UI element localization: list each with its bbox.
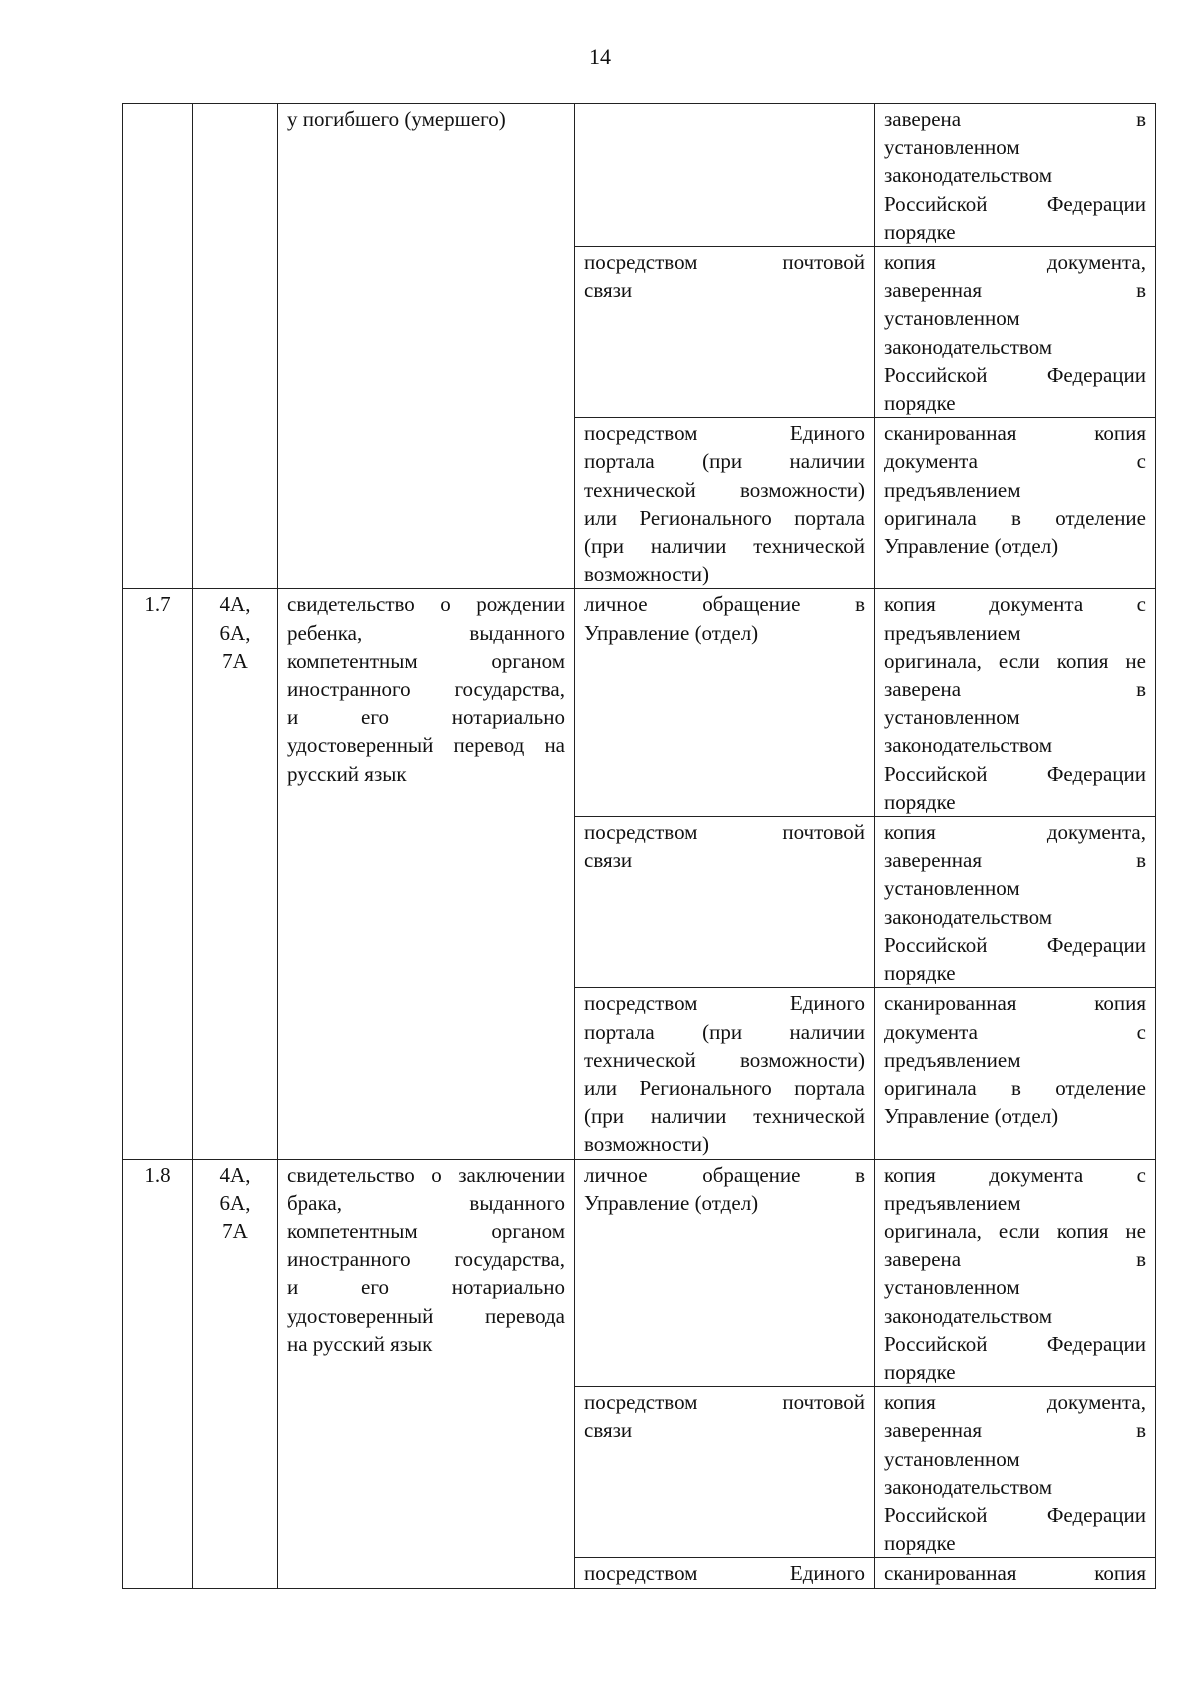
form-line: заверена в [884,107,1146,131]
method-line: личное обращение в [584,592,865,617]
submission-method-cell [575,988,875,1159]
method-line: портала (при наличии [584,1019,865,1044]
form-line: законодательством [884,334,1053,359]
form-line: порядке [884,1359,956,1384]
form-line: порядке [884,1531,956,1556]
submission-method-cell [575,817,875,988]
form-line: сканированная копия [884,1561,1146,1586]
form-line: оригинала, если копия не [884,1218,1146,1243]
document-line: и его нотариально [287,705,565,730]
submission-method-cell [575,104,875,247]
form-line: оригинала в отделение [884,505,1146,530]
document-line: и его нотариально [287,1275,565,1300]
row-code: 6А, [219,1190,251,1215]
method-line: возможности) [584,562,710,587]
method-line: (при наличии технической [584,534,865,559]
submission-method-cell [575,418,875,589]
form-line: оригинала в отделение [884,1075,1146,1100]
form-line: установленном [884,306,1020,331]
method-line: личное обращение в [584,1162,865,1187]
row-codes-cell [193,104,278,589]
document-line: иностранного государства, [287,677,565,702]
method-line: возможности) [584,1132,710,1157]
document-form-cell [875,589,1156,817]
document-line: брака, выданного [287,1190,565,1215]
document-line: ребенка, выданного [287,620,565,645]
row-code: 4А, [219,1162,251,1187]
form-line: копия документа, [884,250,1146,275]
method-line: связи [584,278,633,303]
submission-method-cell [575,1387,875,1558]
form-line: сканированная копия [884,991,1146,1016]
form-line: копия документа, [884,820,1146,845]
services-table [122,103,1156,1589]
form-line: установленном [884,1446,1020,1471]
document-line: компетентным органом [287,648,565,673]
table-row [123,1159,1156,1387]
method-line: Управление (отдел) [584,620,759,645]
form-line: предъявлением [884,1047,1021,1072]
document-form-cell [875,988,1156,1159]
page-number: 14 [589,44,611,69]
document-line: свидетельство о заключении [287,1162,565,1187]
form-line: предъявлением [884,477,1021,502]
form-line: установленном [884,135,1020,160]
form-line: Управление (отдел) [884,1104,1059,1129]
row-codes-cell [193,589,278,1159]
document-name-cell [278,589,575,1159]
form-line: заверенная в [884,278,1146,303]
document-line: удостоверенный перевод на [287,733,565,758]
submission-method-cell [575,247,875,418]
form-line: Российской Федерации [884,761,1146,786]
form-line: законодательством [884,1303,1053,1328]
method-line: или Регионального портала [584,1075,865,1100]
method-line: связи [584,848,633,873]
form-line: заверена в [884,1247,1146,1272]
form-line: заверенная в [884,848,1146,873]
form-line: заверена в [884,677,1146,702]
form-line: Российской Федерации [884,191,1146,216]
document-form-cell [875,1159,1156,1387]
document-form-cell [875,817,1156,988]
form-line: порядке [884,219,956,244]
form-line: порядке [884,961,956,986]
submission-method-cell [575,589,875,817]
row-code: 6А, [219,620,251,645]
method-line: посредством почтовой [584,820,865,845]
form-line: копия документа, [884,1390,1146,1415]
document-line: на русский язык [287,1331,433,1356]
document-line: удостоверенный перевода [287,1303,565,1328]
document-name-cell [278,1159,575,1588]
form-line: законодательством [884,163,1053,188]
submission-method-cell [575,1558,875,1588]
row-code: 4А, [219,592,251,617]
method-line: технической возможности) [584,477,865,502]
form-line: копия документа с [884,592,1146,617]
row-code: 7А [222,1218,248,1243]
form-line: законодательством [884,1474,1053,1499]
form-line: предъявлением [884,1190,1021,1215]
method-line: посредством Единого [584,421,865,446]
row-number-cell [123,104,193,589]
method-line: посредством почтовой [584,250,865,275]
form-line: законодательством [884,904,1053,929]
row-number: 1.8 [144,1162,171,1187]
form-line: Российской Федерации [884,1502,1146,1527]
method-line: Управление (отдел) [584,1190,759,1215]
document-form-cell [875,1387,1156,1558]
document-line: русский язык [287,761,407,786]
form-line: установленном [884,705,1020,730]
submission-method-cell [575,1159,875,1387]
document-line: иностранного государства, [287,1247,565,1272]
form-line: предъявлением [884,620,1021,645]
method-line: (при наличии технической [584,1104,865,1129]
form-line: документа с [884,1019,1146,1044]
row-number: 1.7 [144,592,171,617]
form-line: установленном [884,876,1020,901]
method-line: посредством Единого [584,1561,865,1586]
method-line: связи [584,1418,633,1443]
form-line: Управление (отдел) [884,534,1059,559]
row-code: 7А [222,648,248,673]
form-line: установленном [884,1275,1020,1300]
document-name-line: у погибшего (умершего) [287,107,506,131]
method-line: портала (при наличии [584,449,865,474]
row-codes-cell [193,1159,278,1588]
form-line: порядке [884,391,956,416]
form-line: законодательством [884,733,1053,758]
form-line: заверенная в [884,1418,1146,1443]
form-line: документа с [884,449,1146,474]
document-form-cell [875,104,1156,247]
form-line: сканированная копия [884,421,1146,446]
form-line: копия документа с [884,1162,1146,1187]
document-form-cell [875,418,1156,589]
document-line: компетентным органом [287,1218,565,1243]
method-line: технической возможности) [584,1047,865,1072]
document-line: свидетельство о рождении [287,592,565,617]
row-number-cell [123,1159,193,1588]
row-number-cell [123,589,193,1159]
method-line: посредством Единого [584,991,865,1016]
method-line: или Регионального портала [584,505,865,530]
form-line: порядке [884,789,956,814]
table-row [123,589,1156,817]
form-line: оригинала, если копия не [884,648,1146,673]
method-line: посредством почтовой [584,1390,865,1415]
document-form-cell [875,1558,1156,1588]
form-line: Российской Федерации [884,932,1146,957]
document-form-cell [875,247,1156,418]
table-row [123,104,1156,247]
form-line: Российской Федерации [884,1331,1146,1356]
form-line: Российской Федерации [884,362,1146,387]
document-name-cell [278,104,575,589]
